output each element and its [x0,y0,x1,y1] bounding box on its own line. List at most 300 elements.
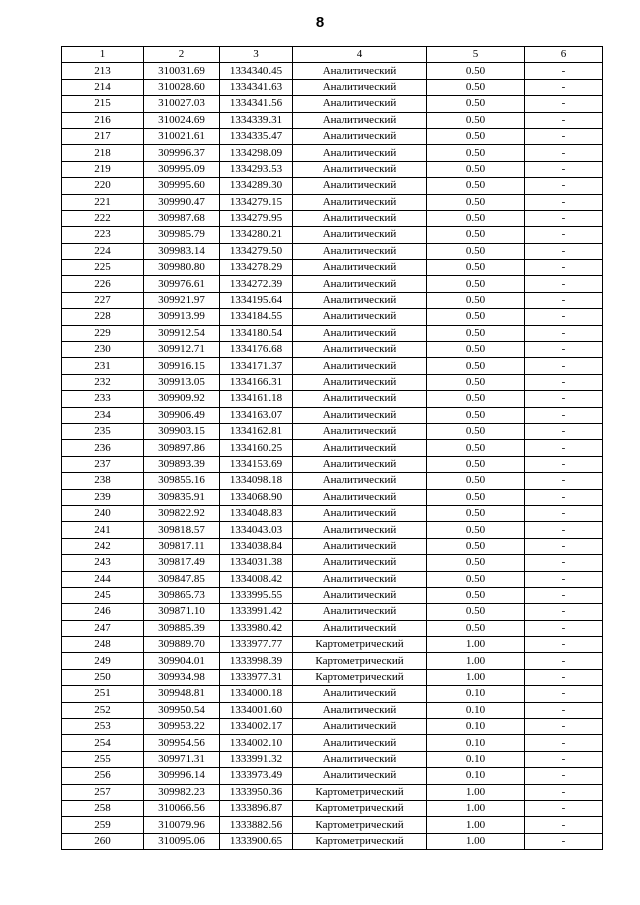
table-cell: 0.50 [427,145,525,161]
table-cell: - [525,276,603,292]
table-row [62,292,603,308]
table-cell: - [525,292,603,308]
table-cell: 0.50 [427,456,525,472]
table-cell: - [525,96,603,112]
table-cell: 0.50 [427,423,525,439]
table-cell: 1334272.39 [220,276,293,292]
table-cell: 309906.49 [144,407,220,423]
table-cell: - [525,653,603,669]
table-cell: 254 [62,735,144,751]
table-cell: 310095.06 [144,833,220,849]
table-cell: Аналитический [293,423,427,439]
table-cell: 1334279.15 [220,194,293,210]
table-cell: 310066.56 [144,800,220,816]
table-cell: 1334038.84 [220,538,293,554]
table-cell: 0.10 [427,768,525,784]
table-cell: 0.50 [427,489,525,505]
table-cell: 0.50 [427,374,525,390]
table-cell: 247 [62,620,144,636]
table-cell: 1.00 [427,833,525,849]
table-row [62,260,603,276]
table-cell: Аналитический [293,309,427,325]
table-cell: 1334008.42 [220,571,293,587]
table-cell: - [525,768,603,784]
table-cell: 310028.60 [144,79,220,95]
table-row [62,751,603,767]
table-cell: - [525,210,603,226]
table-cell: 0.50 [427,96,525,112]
table-body [62,63,603,850]
table-cell: 1333882.56 [220,817,293,833]
table-cell: - [525,571,603,587]
table-cell: 1334339.31 [220,112,293,128]
table-cell: 0.50 [427,358,525,374]
table-cell: 310079.96 [144,817,220,833]
table-row [62,79,603,95]
table-cell: 221 [62,194,144,210]
table-cell: 309983.14 [144,243,220,259]
table-cell: 227 [62,292,144,308]
table-cell: 220 [62,178,144,194]
table-cell: 1334340.45 [220,63,293,79]
table-cell: 0.10 [427,702,525,718]
table-cell: 249 [62,653,144,669]
table-cell: 0.50 [427,309,525,325]
table-cell: 310027.03 [144,96,220,112]
table-cell: - [525,112,603,128]
table-cell: 232 [62,374,144,390]
table-cell: 214 [62,79,144,95]
table-row [62,128,603,144]
table-row [62,505,603,521]
table-cell: 1334298.09 [220,145,293,161]
table-cell: 309893.39 [144,456,220,472]
table-row [62,63,603,79]
table-cell: - [525,751,603,767]
table-cell: 251 [62,686,144,702]
table-row [62,276,603,292]
table-cell: 309987.68 [144,210,220,226]
table-cell: 0.50 [427,473,525,489]
table-cell: 1.00 [427,817,525,833]
table-cell: - [525,161,603,177]
table-cell: 309912.54 [144,325,220,341]
table-cell: 240 [62,505,144,521]
table-cell: 0.10 [427,686,525,702]
table-cell: - [525,243,603,259]
table-cell: 1334166.31 [220,374,293,390]
table-cell: 231 [62,358,144,374]
table-cell: 309948.81 [144,686,220,702]
table-cell: 0.50 [427,505,525,521]
table-cell: 0.50 [427,194,525,210]
table-cell: - [525,620,603,636]
table-cell: Аналитический [293,112,427,128]
table-cell: - [525,473,603,489]
table-cell: 309817.11 [144,538,220,554]
table-cell: Аналитический [293,243,427,259]
table-cell: 234 [62,407,144,423]
table-cell: 309950.54 [144,702,220,718]
table-cell: - [525,604,603,620]
table-cell: Аналитический [293,79,427,95]
table-cell: 1334098.18 [220,473,293,489]
table-cell: 309995.09 [144,161,220,177]
table-cell: 0.50 [427,325,525,341]
table-cell: 0.50 [427,604,525,620]
table-cell: 230 [62,342,144,358]
table-cell: 0.50 [427,161,525,177]
table-cell: 223 [62,227,144,243]
table-row [62,587,603,603]
table-cell: Аналитический [293,128,427,144]
table-cell: - [525,719,603,735]
table-cell: 1334289.30 [220,178,293,194]
table-cell: 1.00 [427,669,525,685]
table-cell: 1334160.25 [220,440,293,456]
table-row [62,456,603,472]
table-cell: - [525,555,603,571]
table-cell: - [525,833,603,849]
table-cell: - [525,800,603,816]
table-cell: 309976.61 [144,276,220,292]
page-number: 8 [315,14,325,31]
table-row [62,555,603,571]
table-cell: - [525,817,603,833]
table-cell: 1333896.87 [220,800,293,816]
table-row [62,423,603,439]
table-row [62,735,603,751]
table-row [62,604,603,620]
table-cell: 239 [62,489,144,505]
table-cell: 224 [62,243,144,259]
table-cell: 309817.49 [144,555,220,571]
table-cell: 0.50 [427,522,525,538]
table-cell: Аналитический [293,358,427,374]
table-cell: 1334161.18 [220,391,293,407]
table-cell: 1334335.47 [220,128,293,144]
table-cell: 309904.01 [144,653,220,669]
table-cell: Аналитический [293,374,427,390]
table-cell: 310031.69 [144,63,220,79]
table-row [62,669,603,685]
table-cell: 1334195.64 [220,292,293,308]
table-row [62,489,603,505]
table-cell: Аналитический [293,145,427,161]
table-cell: 0.50 [427,112,525,128]
column-header: 2 [144,47,220,63]
table-cell: Картометрический [293,784,427,800]
table-cell: Картометрический [293,669,427,685]
table-cell: 1334068.90 [220,489,293,505]
table-row [62,784,603,800]
table-cell: 1334048.83 [220,505,293,521]
table-cell: 257 [62,784,144,800]
table-cell: 309822.92 [144,505,220,521]
table-cell: 1334002.17 [220,719,293,735]
table-cell: - [525,407,603,423]
table-cell: - [525,505,603,521]
table-cell: 259 [62,817,144,833]
table-cell: 1333991.42 [220,604,293,620]
table-cell: 248 [62,637,144,653]
table-cell: 258 [62,800,144,816]
table-cell: 1334153.69 [220,456,293,472]
table-cell: - [525,309,603,325]
table-cell: 0.50 [427,407,525,423]
table-cell: 245 [62,587,144,603]
table-cell: Аналитический [293,161,427,177]
table-cell: Аналитический [293,489,427,505]
table-cell: 309985.79 [144,227,220,243]
table-cell: 215 [62,96,144,112]
table-row [62,653,603,669]
column-header: 1 [62,47,144,63]
table-cell: 0.50 [427,292,525,308]
table-cell: 1333973.49 [220,768,293,784]
table-row [62,620,603,636]
table-cell: - [525,686,603,702]
table-cell: - [525,145,603,161]
table-cell: 309847.85 [144,571,220,587]
table-cell: - [525,194,603,210]
table-cell: 241 [62,522,144,538]
table-cell: Аналитический [293,440,427,456]
table-cell: 1.00 [427,800,525,816]
table-cell: Аналитический [293,768,427,784]
table-cell: 250 [62,669,144,685]
table-cell: Аналитический [293,292,427,308]
table-cell: 310024.69 [144,112,220,128]
table-row [62,358,603,374]
table-cell: 1334031.38 [220,555,293,571]
table-cell: - [525,538,603,554]
table-cell: 236 [62,440,144,456]
table-cell: Аналитический [293,571,427,587]
table-cell: 225 [62,260,144,276]
table-cell: 233 [62,391,144,407]
table-cell: 1334280.21 [220,227,293,243]
table-cell: 310021.61 [144,128,220,144]
table-cell: Аналитический [293,342,427,358]
table-row [62,325,603,341]
table-row [62,374,603,390]
table-row [62,194,603,210]
table-cell: 1333977.77 [220,637,293,653]
table-row [62,391,603,407]
table-cell: 1334293.53 [220,161,293,177]
table-cell: 1334176.68 [220,342,293,358]
table-cell: 256 [62,768,144,784]
table-row [62,768,603,784]
table-cell: 309835.91 [144,489,220,505]
column-header: 4 [293,47,427,63]
table-row [62,538,603,554]
table-cell: Картометрический [293,817,427,833]
table-cell: 309818.57 [144,522,220,538]
table-cell: Аналитический [293,522,427,538]
table-cell: - [525,702,603,718]
table-row [62,637,603,653]
table-cell: 217 [62,128,144,144]
table-cell: 1334279.50 [220,243,293,259]
table-cell: 309871.10 [144,604,220,620]
table-row [62,571,603,587]
table-cell: 309913.99 [144,309,220,325]
table-header-row [62,47,603,63]
table-cell: 0.50 [427,210,525,226]
table-cell: 309909.92 [144,391,220,407]
table-cell: 309995.60 [144,178,220,194]
table-cell: 238 [62,473,144,489]
table-cell: 0.50 [427,178,525,194]
table-cell: 0.10 [427,751,525,767]
table-cell: 0.50 [427,391,525,407]
table-cell: - [525,669,603,685]
table-cell: 253 [62,719,144,735]
table-row [62,719,603,735]
table-cell: 0.50 [427,538,525,554]
table-row [62,243,603,259]
table-cell: 1333950.36 [220,784,293,800]
table-cell: 1334162.81 [220,423,293,439]
table-cell: 0.50 [427,243,525,259]
table-cell: 0.50 [427,587,525,603]
table-cell: 1333980.42 [220,620,293,636]
table-cell: 213 [62,63,144,79]
table-cell: - [525,178,603,194]
table-cell: 309912.71 [144,342,220,358]
table-cell: 246 [62,604,144,620]
table-cell: Аналитический [293,178,427,194]
table-cell: 309903.15 [144,423,220,439]
table-cell: Аналитический [293,63,427,79]
table-cell: 0.50 [427,276,525,292]
table-cell: 309921.97 [144,292,220,308]
table-cell: 0.50 [427,571,525,587]
table-cell: 309954.56 [144,735,220,751]
table-cell: - [525,456,603,472]
table-cell: Картометрический [293,637,427,653]
table-cell: - [525,440,603,456]
table-cell: 229 [62,325,144,341]
table-row [62,440,603,456]
table-row [62,702,603,718]
table-cell: Картометрический [293,800,427,816]
table-cell: 309990.47 [144,194,220,210]
table-cell: Аналитический [293,96,427,112]
table-cell: - [525,342,603,358]
table-row [62,686,603,702]
table-cell: 218 [62,145,144,161]
table-cell: 309980.80 [144,260,220,276]
table-cell: 309885.39 [144,620,220,636]
table-cell: 309865.73 [144,587,220,603]
table-row [62,96,603,112]
table-cell: 1334002.10 [220,735,293,751]
table-cell: Картометрический [293,833,427,849]
table-cell: Аналитический [293,276,427,292]
table-cell: 309953.22 [144,719,220,735]
table-cell: - [525,522,603,538]
table-cell: 309916.15 [144,358,220,374]
table-row [62,210,603,226]
table-row [62,800,603,816]
table-cell: Аналитический [293,538,427,554]
table-row [62,178,603,194]
table-cell: 1334043.03 [220,522,293,538]
table-cell: 216 [62,112,144,128]
table-cell: 219 [62,161,144,177]
table-cell: Аналитический [293,735,427,751]
table-row [62,145,603,161]
table-row [62,473,603,489]
table-cell: Аналитический [293,505,427,521]
table-cell: 1.00 [427,784,525,800]
table-cell: - [525,325,603,341]
table-cell: Аналитический [293,391,427,407]
table-cell: 0.10 [427,719,525,735]
table-cell: 0.50 [427,79,525,95]
table-cell: Аналитический [293,587,427,603]
table-cell: - [525,735,603,751]
table-cell: Аналитический [293,407,427,423]
table-cell: 309996.37 [144,145,220,161]
table-cell: - [525,260,603,276]
table-cell: Аналитический [293,686,427,702]
table-cell: Аналитический [293,473,427,489]
table-cell: 309971.31 [144,751,220,767]
table-row [62,833,603,849]
table-row [62,407,603,423]
table-cell: 222 [62,210,144,226]
table-cell: - [525,391,603,407]
table-cell: - [525,374,603,390]
table-cell: 1334000.18 [220,686,293,702]
table-cell: 309934.98 [144,669,220,685]
table-cell: Картометрический [293,653,427,669]
table-cell: - [525,63,603,79]
table-cell: 1333998.39 [220,653,293,669]
table-cell: 237 [62,456,144,472]
table-cell: 0.50 [427,227,525,243]
table-cell: 235 [62,423,144,439]
table-cell: - [525,637,603,653]
column-header: 6 [525,47,603,63]
table-cell: 1333900.65 [220,833,293,849]
table-cell: 0.50 [427,260,525,276]
table-row [62,227,603,243]
table-cell: Аналитический [293,325,427,341]
table-row [62,817,603,833]
table-cell: Аналитический [293,702,427,718]
table-cell: 309897.86 [144,440,220,456]
table-cell: - [525,489,603,505]
table-cell: Аналитический [293,227,427,243]
table-cell: 0.50 [427,440,525,456]
table-cell: 226 [62,276,144,292]
table-cell: 242 [62,538,144,554]
table-cell: Аналитический [293,260,427,276]
table-cell: 1334341.63 [220,79,293,95]
table-cell: 1334279.95 [220,210,293,226]
table-cell: Аналитический [293,555,427,571]
table-row [62,522,603,538]
table-cell: 309889.70 [144,637,220,653]
table-cell: Аналитический [293,751,427,767]
table-cell: 1.00 [427,637,525,653]
table-cell: 0.50 [427,63,525,79]
